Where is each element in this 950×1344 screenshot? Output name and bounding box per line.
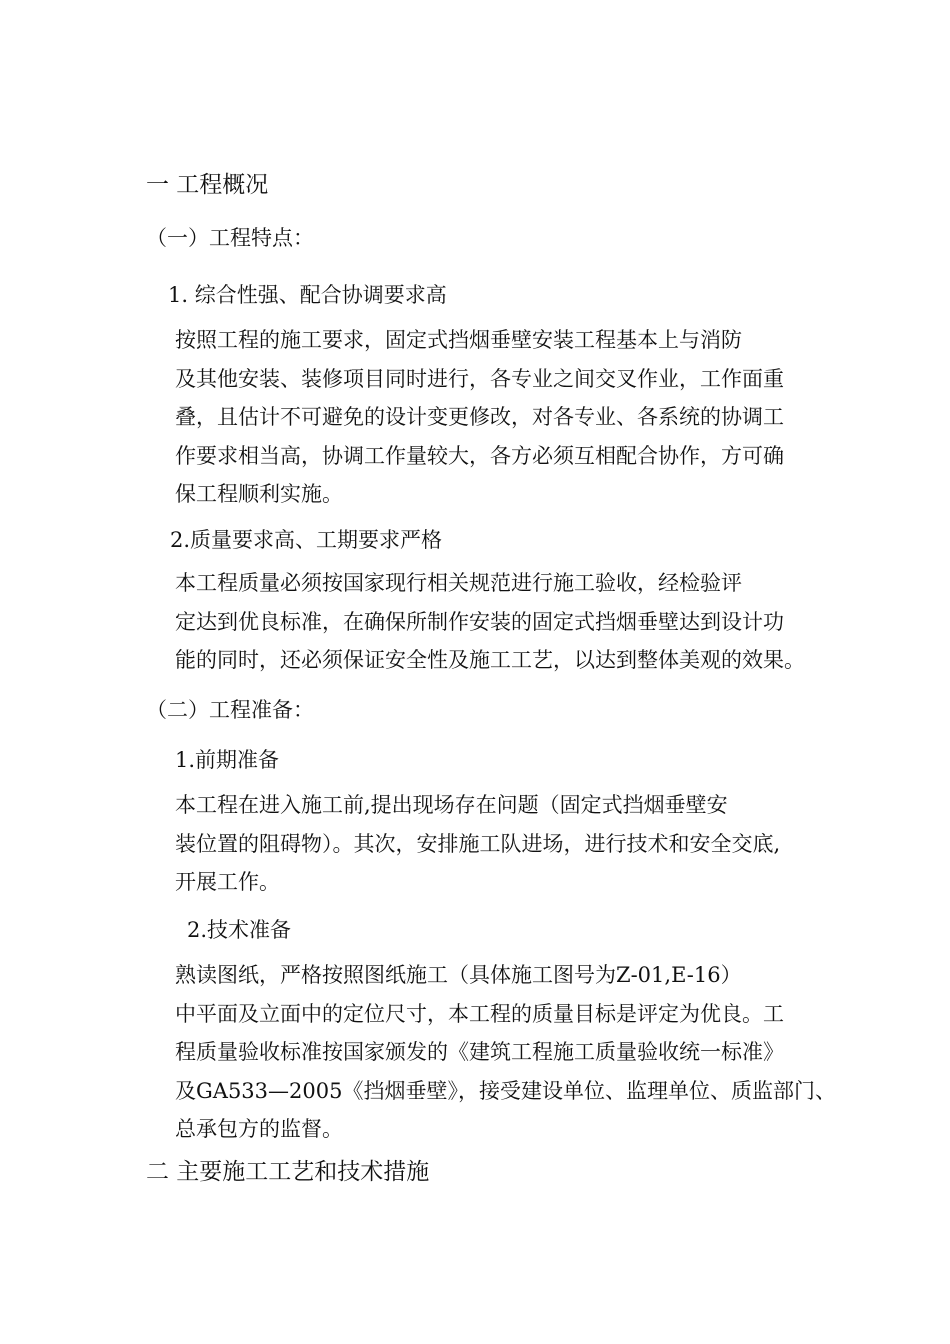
paragraph-line: 程质量验收标准按国家颁发的《建筑工程施工质量验收统一标准》 <box>175 1040 784 1064</box>
subsection-1-heading: （一）工程特点： <box>146 226 314 250</box>
paragraph-line: 按照工程的施工要求，固定式挡烟垂壁安装工程基本上与消防 <box>175 328 742 352</box>
paragraph-line: 及GA533—2005《挡烟垂壁》，接受建设单位、监理单位、质监部门、 <box>175 1078 836 1103</box>
paragraph-line: 装位置的阻碍物）。其次，安排施工队进场，进行技术和安全交底, <box>175 831 781 856</box>
paragraph-line: 中平面及立面中的定位尺寸，本工程的质量目标是评定为优良。工 <box>175 1001 784 1026</box>
item-1-2-paragraph <box>175 564 815 680</box>
paragraph-line: 本工程质量必须按国家现行相关规范进行施工验收，经检验评 <box>175 571 742 595</box>
item-2-1-paragraph <box>175 786 815 902</box>
paragraph-line: 定达到优良标准，在确保所制作安装的固定式挡烟垂壁达到设计功 <box>175 609 784 634</box>
paragraph-line: 能的同时，还必须保证安全性及施工工艺，以达到整体美观的效果。 <box>175 648 805 672</box>
paragraph-line: 熟读图纸，严格按照图纸施工（具体施工图号为Z-01,E-16） <box>175 963 742 987</box>
item-2-1-heading: 1.前期准备 <box>175 748 280 772</box>
paragraph-line: 及其他安装、装修项目同时进行，各专业之间交叉作业，工作面重 <box>175 366 784 391</box>
paragraph-line: 总承包方的监督。 <box>175 1117 343 1141</box>
paragraph-line: 开展工作。 <box>175 870 280 894</box>
item-2-2-heading: 2.技术准备 <box>187 918 292 942</box>
section-1-heading: 一 工程概况 <box>146 172 269 198</box>
paragraph-line: 本工程在进入施工前,提出现场存在问题（固定式挡烟垂壁安 <box>175 793 728 817</box>
paragraph-line: 保工程顺利实施。 <box>175 482 343 506</box>
paragraph-line: 作要求相当高，协调工作量较大，各方必须互相配合协作，方可确 <box>175 443 784 468</box>
item-1-1-paragraph <box>175 321 815 514</box>
item-1-2-heading: 2.质量要求高、工期要求严格 <box>170 528 443 552</box>
section-2-heading: 二 主要施工工艺和技术措施 <box>146 1159 430 1185</box>
paragraph-line: 叠，且估计不可避免的设计变更修改，对各专业、各系统的协调工 <box>175 405 784 429</box>
subsection-2-heading: （二）工程准备： <box>146 698 314 722</box>
item-1-1-heading: 1. 综合性强、配合协调要求高 <box>168 283 447 307</box>
item-2-2-paragraph <box>175 956 836 1149</box>
